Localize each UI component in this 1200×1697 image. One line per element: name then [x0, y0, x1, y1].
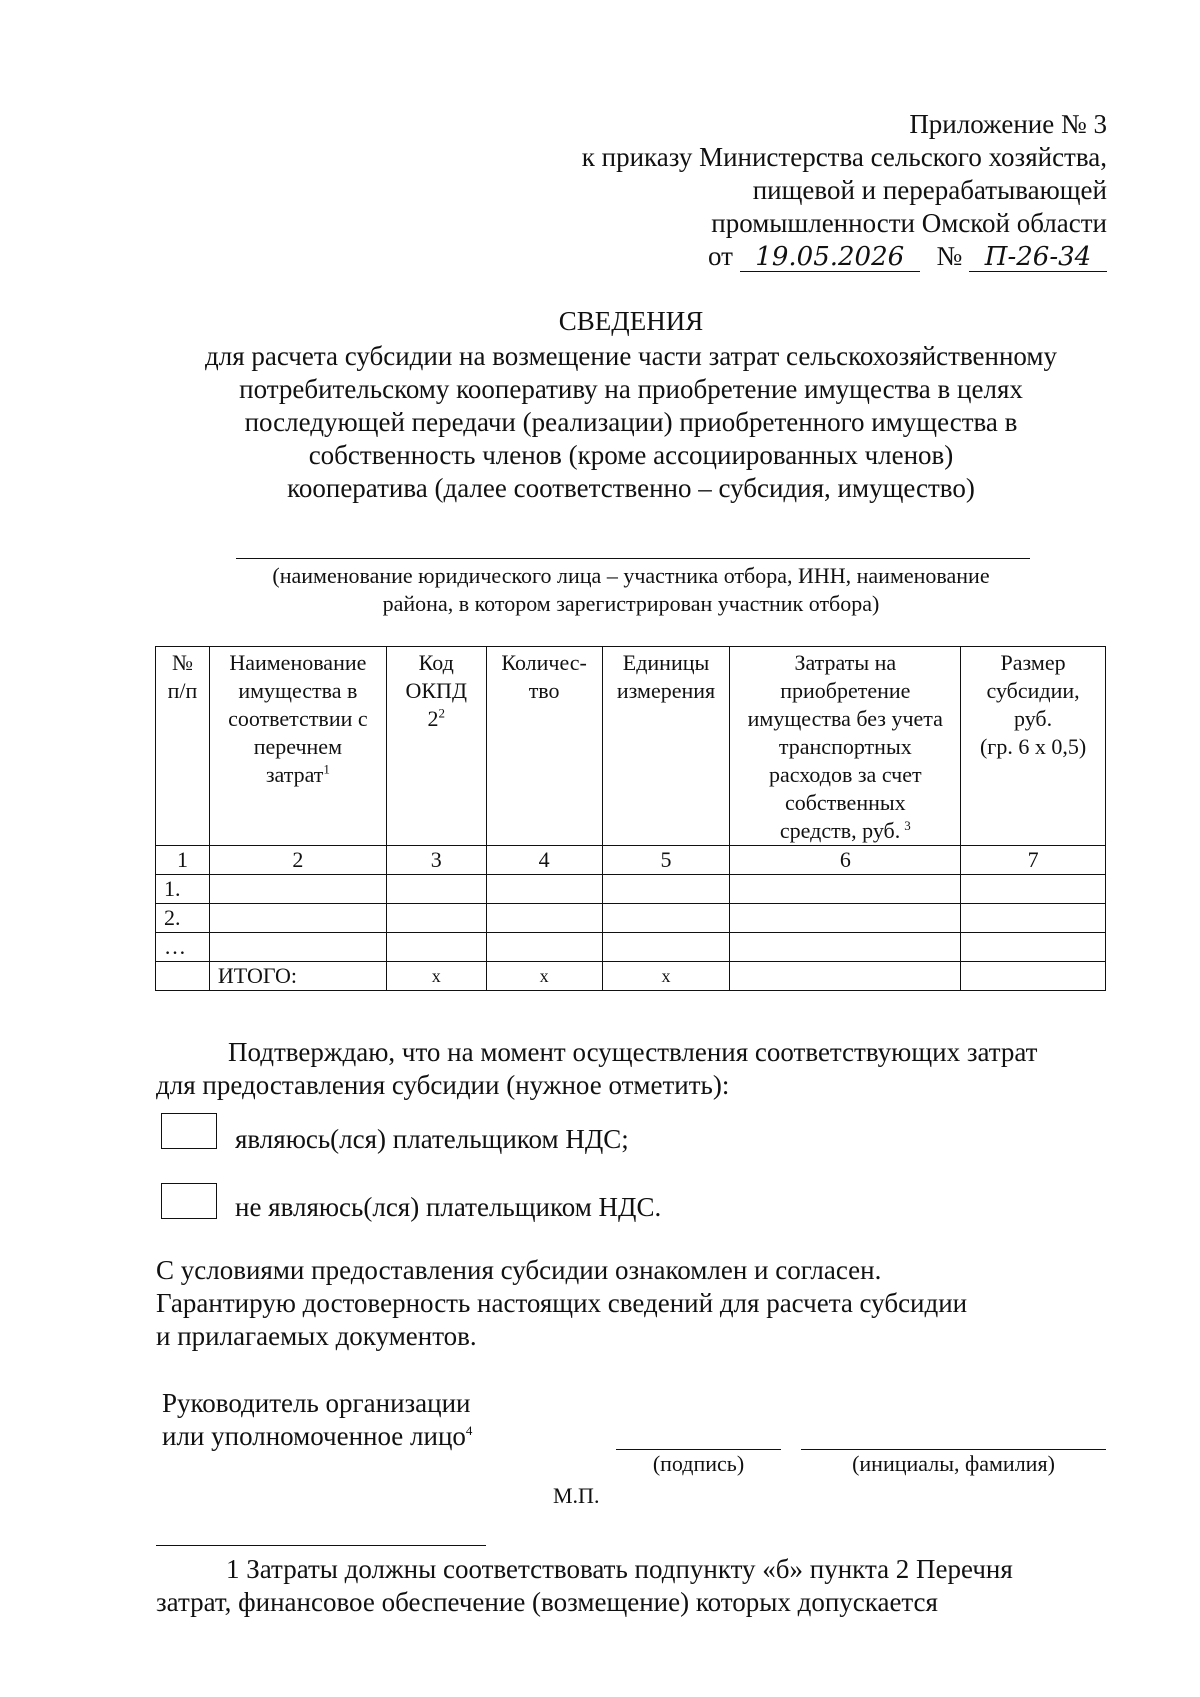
table-cell[interactable]: [209, 875, 386, 904]
document-subtitle: [0, 340, 1200, 505]
table-cell[interactable]: [730, 933, 961, 962]
footnote-line: затрат, финансовое обеспечение (возмещение) которых допускается: [156, 1587, 938, 1617]
column-number-row: [156, 846, 1106, 875]
subtitle-line: последующей передачи (реализации) приобретенного имущества в: [244, 407, 1018, 437]
header-okpd-code: [386, 647, 486, 846]
not-vat-payer-checkbox[interactable]: [161, 1183, 217, 1219]
subtitle-line: собственность членов (кроме ассоциированных членов): [308, 440, 954, 470]
subtitle-line: для расчета субсидии на возмещение части затрат сельскохозяйственному: [204, 341, 1057, 371]
footnote: [156, 1553, 1106, 1619]
total-mark: х: [386, 962, 486, 991]
footnote-ref: 1: [323, 761, 330, 777]
column-number: 1: [156, 846, 210, 875]
table-cell[interactable]: [209, 933, 386, 962]
header-text: имущества без учета: [747, 706, 943, 731]
header-text: имущества в: [238, 678, 358, 703]
header-text: субсидии,: [986, 678, 1080, 703]
role-line: или уполномоченное лицо: [162, 1421, 466, 1451]
name-caption: (инициалы, фамилия): [852, 1451, 1055, 1476]
name-line[interactable]: [801, 1449, 1106, 1450]
entity-name-caption: [0, 562, 1200, 618]
header-text: затрат: [265, 762, 324, 787]
header-text: ОКПД: [405, 678, 467, 703]
header-subsidy-amount: [961, 647, 1106, 846]
header-text: измерения: [616, 678, 716, 703]
table-cell[interactable]: [602, 904, 730, 933]
table-cell[interactable]: [961, 962, 1106, 991]
column-number: 5: [602, 846, 730, 875]
role-line: Руководитель организации: [162, 1388, 471, 1418]
handwritten-number: П-26-34: [969, 243, 1107, 272]
subtitle-line: потребительскому кооперативу на приобретение имущества в целях: [239, 374, 1023, 404]
table-cell[interactable]: [730, 962, 961, 991]
table-row: [156, 875, 1106, 904]
total-mark: х: [486, 962, 602, 991]
entity-name-line[interactable]: [236, 558, 1030, 559]
header-text: №: [171, 650, 193, 675]
confirm-line: Подтверждаю, что на момент осуществления соответствующих затрат: [228, 1037, 1038, 1067]
header-text: перечнем: [253, 734, 342, 759]
table-cell[interactable]: [961, 904, 1106, 933]
header-costs: [730, 647, 961, 846]
footnote-line: 1 Затраты должны соответствовать подпункту «б» пункта 2 Перечня: [226, 1554, 1013, 1584]
table-row: [156, 904, 1106, 933]
header-text: расходов за счет: [769, 762, 922, 787]
header-text: [732, 817, 958, 845]
column-number: 3: [386, 846, 486, 875]
table-cell[interactable]: [730, 904, 961, 933]
total-mark: х: [602, 962, 730, 991]
footnote-divider: [156, 1545, 486, 1546]
footnote-ref: 4: [465, 1423, 473, 1438]
table-cell[interactable]: [730, 875, 961, 904]
signature-caption: (подпись): [652, 1451, 745, 1476]
header-text: Количес-: [501, 650, 587, 675]
total-label: ИТОГО:: [209, 962, 386, 991]
stamp-place: М.П.: [553, 1483, 600, 1508]
annex-line-2: к приказу Министерства сельского хозяйства,: [581, 142, 1107, 172]
caption-line: района, в котором зарегистрирован участник отбора): [382, 591, 880, 616]
subtitle-line: кооператива (далее соответственно – субсидия, имущество): [287, 473, 975, 503]
header-text: Наименование: [229, 650, 367, 675]
vat-payer-label: являюсь(лся) плательщиком НДС;: [235, 1124, 629, 1154]
table-cell[interactable]: [386, 875, 486, 904]
annex-line-4: промышленности Омской области: [711, 208, 1107, 238]
date-prefix: от: [708, 241, 733, 271]
agreement-line: Гарантирую достоверность настоящих сведений для расчета субсидии: [156, 1288, 968, 1318]
header-text: транспортных: [778, 734, 912, 759]
subsidy-table: [155, 646, 1106, 991]
number-prefix: №: [936, 241, 963, 271]
table-cell[interactable]: [209, 904, 386, 933]
table-cell[interactable]: [961, 933, 1106, 962]
table-cell[interactable]: [486, 875, 602, 904]
footnote-ref: 2: [438, 705, 445, 721]
table-cell[interactable]: [486, 933, 602, 962]
table-cell[interactable]: [486, 904, 602, 933]
header-units: [602, 647, 730, 846]
header-text: п/п: [167, 678, 198, 703]
annex-line-3: пищевой и перерабатывающей: [752, 175, 1107, 205]
annex-header: [582, 108, 1107, 273]
table-cell[interactable]: [386, 904, 486, 933]
annex-date-number: [582, 240, 1107, 273]
header-text: 2: [427, 706, 439, 731]
header-text: собственных: [784, 790, 906, 815]
role-line: [162, 1420, 472, 1453]
header-text: соответствии с: [228, 706, 368, 731]
row-number: …: [156, 933, 210, 962]
table-header-row: [156, 647, 1106, 846]
signature-line[interactable]: [616, 1449, 781, 1450]
header-text: Код: [418, 650, 454, 675]
table-cell[interactable]: [386, 933, 486, 962]
header-text: средств, руб.: [779, 818, 901, 843]
total-row: [156, 962, 1106, 991]
agreement-line: С условиями предоставления субсидии ознакомлен и согласен.: [156, 1255, 882, 1285]
header-text: Затраты на: [794, 650, 897, 675]
row-number: 2.: [156, 904, 210, 933]
document-title: СВЕДЕНИЯ: [558, 306, 704, 336]
vat-payer-checkbox[interactable]: [161, 1113, 217, 1149]
header-property-name: [209, 647, 386, 846]
header-text: тво: [528, 678, 560, 703]
header-text: [212, 761, 384, 789]
column-number: 4: [486, 846, 602, 875]
column-number: 7: [961, 846, 1106, 875]
table-cell[interactable]: [961, 875, 1106, 904]
agreement-paragraph: [156, 1254, 1106, 1353]
column-number: 2: [209, 846, 386, 875]
column-number: 6: [730, 846, 961, 875]
header-text: (гр. 6 х 0,5): [979, 734, 1087, 759]
header-text: руб.: [1014, 706, 1053, 731]
row-number: 1.: [156, 875, 210, 904]
footnote-ref: 3: [904, 817, 911, 833]
not-vat-payer-label: не являюсь(лся) плательщиком НДС.: [235, 1192, 662, 1222]
annex-line-1: Приложение № 3: [909, 109, 1107, 139]
handwritten-date: 19.05.2026: [740, 243, 920, 272]
confirm-line: для предоставления субсидии (нужное отметить):: [156, 1070, 730, 1100]
header-text: Размер: [1000, 650, 1066, 675]
table-cell: [156, 962, 210, 991]
table-cell[interactable]: [602, 933, 730, 962]
header-text: приобретение: [780, 678, 911, 703]
header-quantity: [486, 647, 602, 846]
caption-line: (наименование юридического лица – участника отбора, ИНН, наименование: [272, 563, 990, 588]
header-text: Единицы: [622, 650, 710, 675]
agreement-line: и прилагаемых документов.: [156, 1321, 477, 1351]
table-row: [156, 933, 1106, 962]
table-cell[interactable]: [602, 875, 730, 904]
signatory-role: [162, 1387, 472, 1453]
confirm-paragraph: [156, 1036, 1106, 1102]
header-number: [156, 647, 210, 846]
header-text: [389, 705, 484, 733]
